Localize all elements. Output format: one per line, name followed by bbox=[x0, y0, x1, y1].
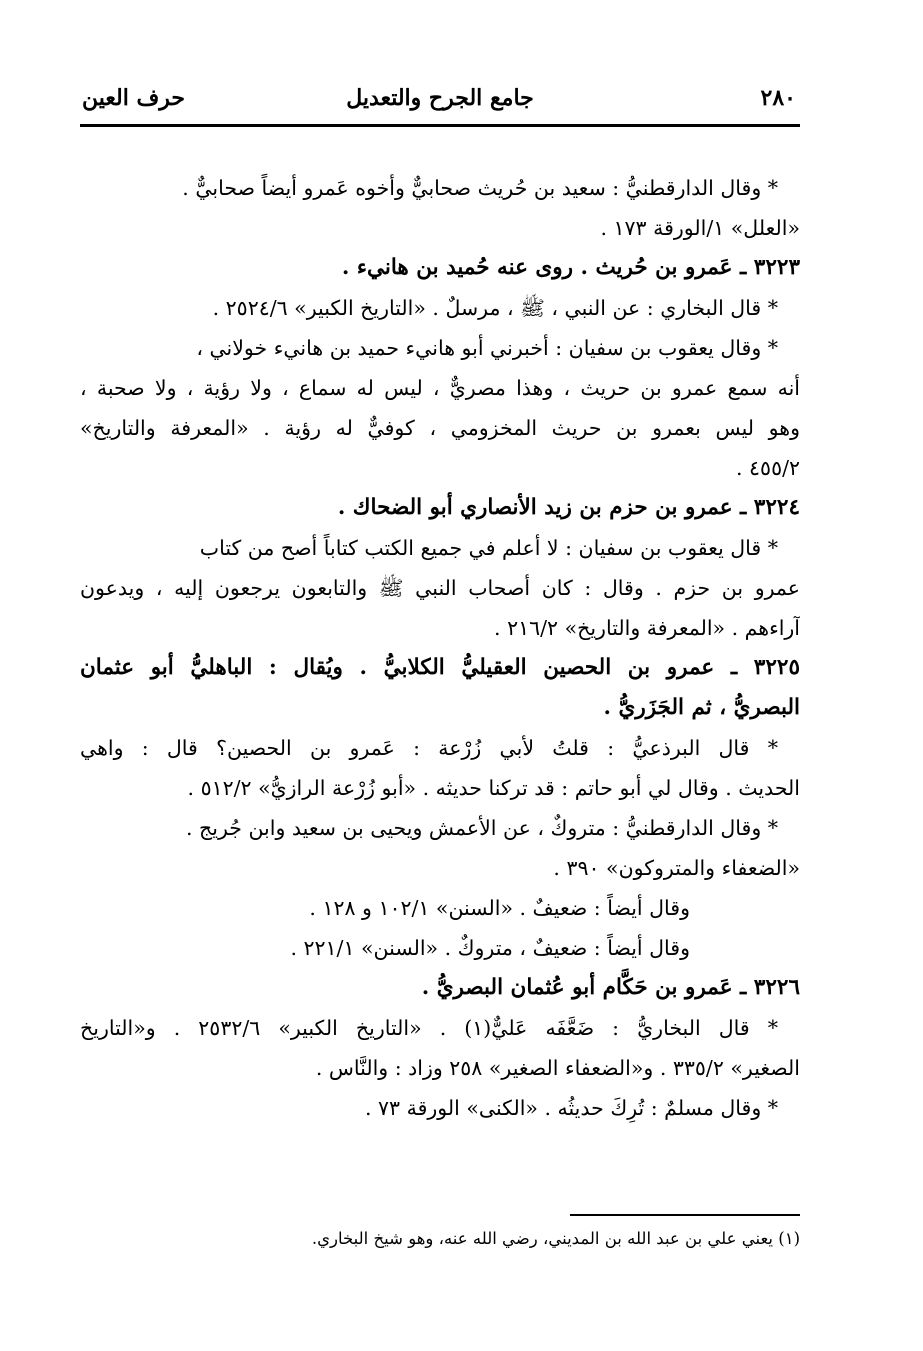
page-body bbox=[80, 168, 800, 1128]
text-line: * قال يعقوب بن سفيان : لا أعلم في جميع الكتب كتاباً أصح من كتاب bbox=[199, 536, 778, 560]
text-line: الحديث . وقال لي أبو حاتم : قد تركنا حديثه . «أبو زُرْعة الرازيُّ» ٥١٢/٢ . bbox=[187, 776, 800, 800]
section-title: حرف العين bbox=[82, 85, 186, 111]
text-line: وهو ليس بعمرو بن حريث المخزومي ، كوفيٌّ له رؤية . «المعرفة والتاريخ» bbox=[80, 416, 800, 440]
entry-heading: البصريُّ ، ثم الجَزَريُّ . bbox=[603, 695, 800, 720]
text-line: * قال البرذعيُّ : قلتُ لأبي زُرْعة : عَمرو بن الحصين؟ قال : واهي bbox=[80, 736, 778, 760]
text-line: «الضعفاء والمتروكون» ٣٩٠ . bbox=[553, 856, 800, 880]
text-line: آراءهم . «المعرفة والتاريخ» ٢١٦/٢ . bbox=[494, 616, 800, 640]
text-line: «العلل» ١/الورقة ١٧٣ . bbox=[600, 216, 800, 240]
footnote: (١) يعني علي بن عبد الله بن المديني، رضي الله عنه، وهو شيخ البخاري. bbox=[311, 1229, 800, 1248]
text-line: * وقال مسلمٌ : تُرِكَ حديثُه . «الكنى» الورقة ٧٣ . bbox=[364, 1096, 778, 1120]
text-line: ٤٥٥/٢ . bbox=[736, 456, 800, 480]
page-number: ٢٨٠ bbox=[760, 85, 796, 111]
page-header bbox=[80, 85, 800, 125]
header-rule bbox=[80, 124, 800, 127]
entry-heading: ٣٢٢٥ ـ عمرو بن الحصين العقيليُّ الكلابيُّ . ويُقال : الباهليُّ أبو عثمان bbox=[80, 655, 800, 680]
entry-heading: ٣٢٢٣ ـ عَمرو بن حُريث . روى عنه حُميد بن هانيء . bbox=[341, 255, 800, 280]
text-line: الصغير» ٣٣٥/٢ . و«الضعفاء الصغير» ٢٥٨ وزاد : والنَّاس . bbox=[315, 1056, 800, 1080]
text-line: وقال أيضاً : ضعيفٌ ، متروكٌ . «السنن» ٢٢١/١ . bbox=[290, 936, 690, 960]
text-line: أنه سمع عمرو بن حريث ، وهذا مصريٌّ ، ليس له سماع ، ولا رؤية ، ولا صحبة ، bbox=[80, 376, 800, 400]
text-line: * وقال يعقوب بن سفيان : أخبرني أبو هانيء حميد بن هانيء خولاني ، bbox=[196, 336, 778, 360]
text-line: * قال البخاري : عن النبي ، ﷺ ، مرسلٌ . «التاريخ الكبير» ٢٥٢٤/٦ . bbox=[212, 296, 778, 320]
entry-heading: ٣٢٢٦ ـ عَمرو بن حَكَّام أبو عُثمان البصريُّ . bbox=[421, 975, 800, 1000]
text-line: * وقال الدارقطنيُّ : سعيد بن حُريث صحابيٌّ وأخوه عَمرو أيضاً صحابيٌّ . bbox=[182, 176, 778, 200]
text-line: * قال البخاريُّ : ضَعَّفَه عَليٌّ(١) . «التاريخ الكبير» ٢٥٣٢/٦ . و«التاريخ bbox=[80, 1016, 778, 1040]
entry-heading: ٣٢٢٤ ـ عمرو بن حزم بن زيد الأنصاري أبو الضحاك . bbox=[337, 495, 800, 520]
text-line: وقال أيضاً : ضعيفٌ . «السنن» ١٠٢/١ و ١٢٨ . bbox=[309, 896, 690, 920]
text-line: عمرو بن حزم . وقال : كان أصحاب النبي ﷺ والتابعون يرجعون إليه ، ويدعون bbox=[80, 576, 800, 600]
footnote-rule bbox=[570, 1214, 800, 1216]
text-line: * وقال الدارقطنيُّ : متروكٌ ، عن الأعمش ويحيى بن سعيد وابن جُريج . bbox=[185, 816, 778, 840]
book-title: جامع الجرح والتعديل bbox=[346, 85, 534, 111]
